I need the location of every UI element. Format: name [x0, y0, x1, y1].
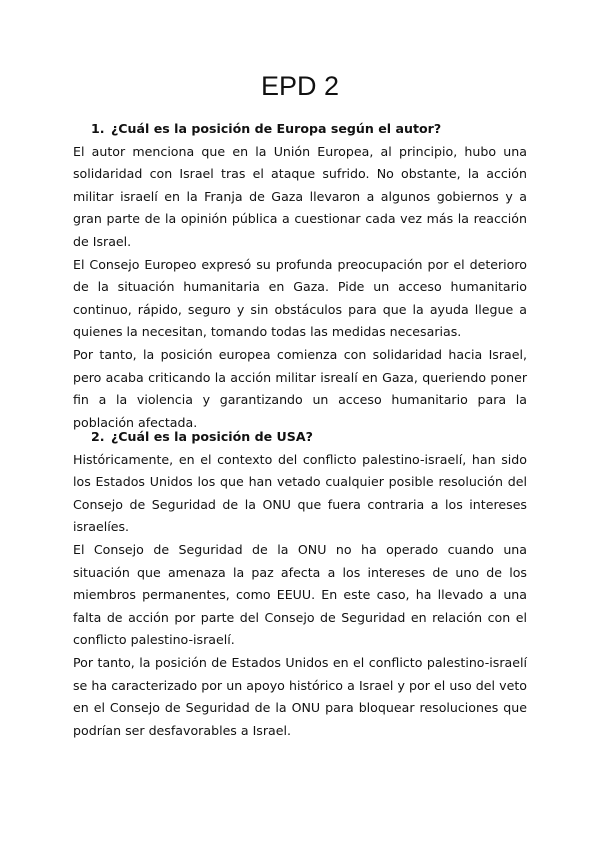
- section-question: ¿Cuál es la posición de Europa según el autor?: [111, 121, 442, 136]
- section-heading: [91, 118, 527, 141]
- section-europe: [73, 118, 527, 434]
- section-usa: [73, 426, 527, 742]
- section-number: 1.: [91, 121, 105, 136]
- paragraph: El autor menciona que en la Unión Europea, al principio, hubo una solidaridad con Israel tras el ataque sufrido. No obstante, la acción militar israelí en la Franja de Gaza llevaron a algunos gobiernos y a gran parte de la opinión pública a cuestionar cada vez más la reacción de Israel.: [73, 143, 527, 249]
- paragraph: El Consejo de Seguridad de la ONU no ha operado cuando una situación que amenaza la paz afecta a los intereses de uno de los miembros permanentes, como EEUU. En este caso, ha llevado a una falta de acción por parte del Consejo de Seguridad en relación con el conflicto palestino-israelí.: [73, 541, 527, 648]
- page-title: EPD 2: [260, 71, 340, 101]
- section-question: ¿Cuál es la posición de USA?: [111, 429, 313, 444]
- paragraph: El Consejo Europeo expresó su profunda preocupación por el deterioro de la situación humanitaria en Gaza. Pide un acceso humanitario continuo, rápido, seguro y sin obstáculos para que la ayuda llegue a quienes la necesitan, tomando todas las medidas necesarias.: [73, 256, 527, 340]
- paragraph: Por tanto, la posición de Estados Unidos en el conflicto palestino-israelí se ha caracterizado por un apoyo histórico a Israel y por el uso del veto en el Consejo de Seguridad de la ONU para bloquear resoluciones que podrían ser desfavorables a Israel.: [73, 654, 527, 738]
- paragraph: Por tanto, la posición europea comienza con solidaridad hacia Israel, pero acaba criticando la acción militar isrealí en Gaza, queriendo poner fin a la violencia y garantizando un acceso humanitario para la población afectada.: [73, 346, 527, 430]
- paragraph: Históricamente, en el contexto del conflicto palestino-israelí, han sido los Estados Unidos los que han vetado cualquier posible resolución del Consejo de Seguridad de la ONU que fuera contraria a los intereses israelíes.: [73, 451, 527, 535]
- section-heading: [91, 426, 527, 449]
- section-number: 2.: [91, 429, 105, 444]
